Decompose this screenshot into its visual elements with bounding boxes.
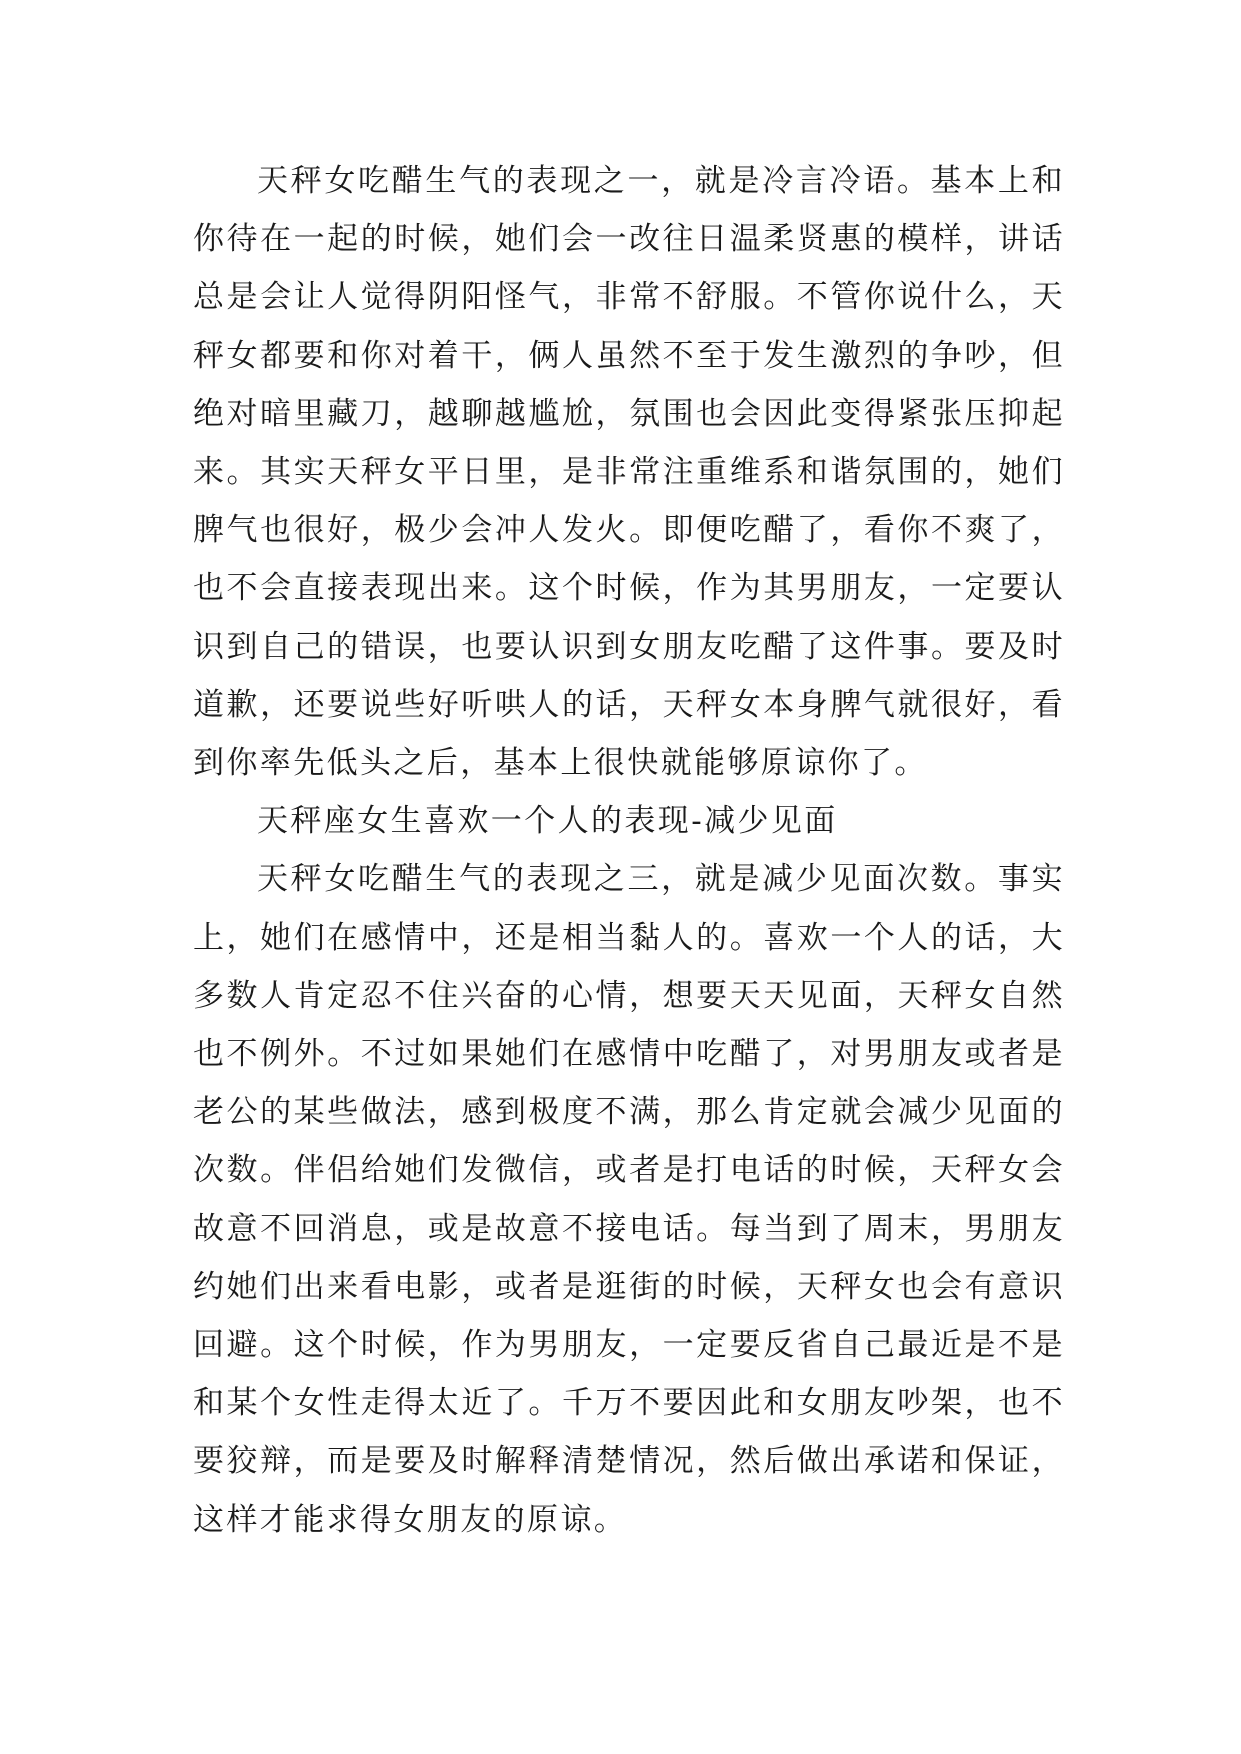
document-body [193,152,1065,1549]
paragraph-jealousy-cold-words: 天秤女吃醋生气的表现之一，就是冷言冷语。基本上和你待在一起的时候，她们会一改往日温柔贤惠的模样，讲话总是会让人觉得阴阳怪气，非常不舒服。不管你说什么，天秤女都要和你对着干，俩人虽然不至于发生激烈的争吵，但绝对暗里藏刀，越聊越尴尬，氛围也会因此变得紧张压抑起来。其实天秤女平日里，是非常注重维系和谐氛围的，她们脾气也很好，极少会冲人发火。即便吃醋了，看你不爽了，也不会直接表现出来。这个时候，作为其男朋友，一定要认识到自己的错误，也要认识到女朋友吃醋了这件事。要及时道歉，还要说些好听哄人的话，天秤女本身脾气就很好，看到你率先低头之后，基本上很快就能够原谅你了。 [193,163,1065,782]
section-heading-reduce-meeting: 天秤座女生喜欢一个人的表现-减少见面 [257,803,838,840]
paragraph-reduce-meeting: 天秤女吃醋生气的表现之三，就是减少见面次数。事实上，她们在感情中，还是相当黏人的。喜欢一个人的话，大多数人肯定忍不住兴奋的心情，想要天天见面，天秤女自然也不例外。不过如果她们在感情中吃醋了，对男朋友或者是老公的某些做法，感到极度不满，那么肯定就会减少见面的次数。伴侣给她们发微信，或者是打电话的时候，天秤女会故意不回消息，或是故意不接电话。每当到了周末，男朋友约她们出来看电影，或者是逛街的时候，天秤女也会有意识回避。这个时候，作为男朋友，一定要反省自己最近是不是和某个女性走得太近了。千万不要因此和女朋友吵架，也不要狡辩，而是要及时解释清楚情况，然后做出承诺和保证，这样才能求得女朋友的原谅。 [193,861,1065,1538]
